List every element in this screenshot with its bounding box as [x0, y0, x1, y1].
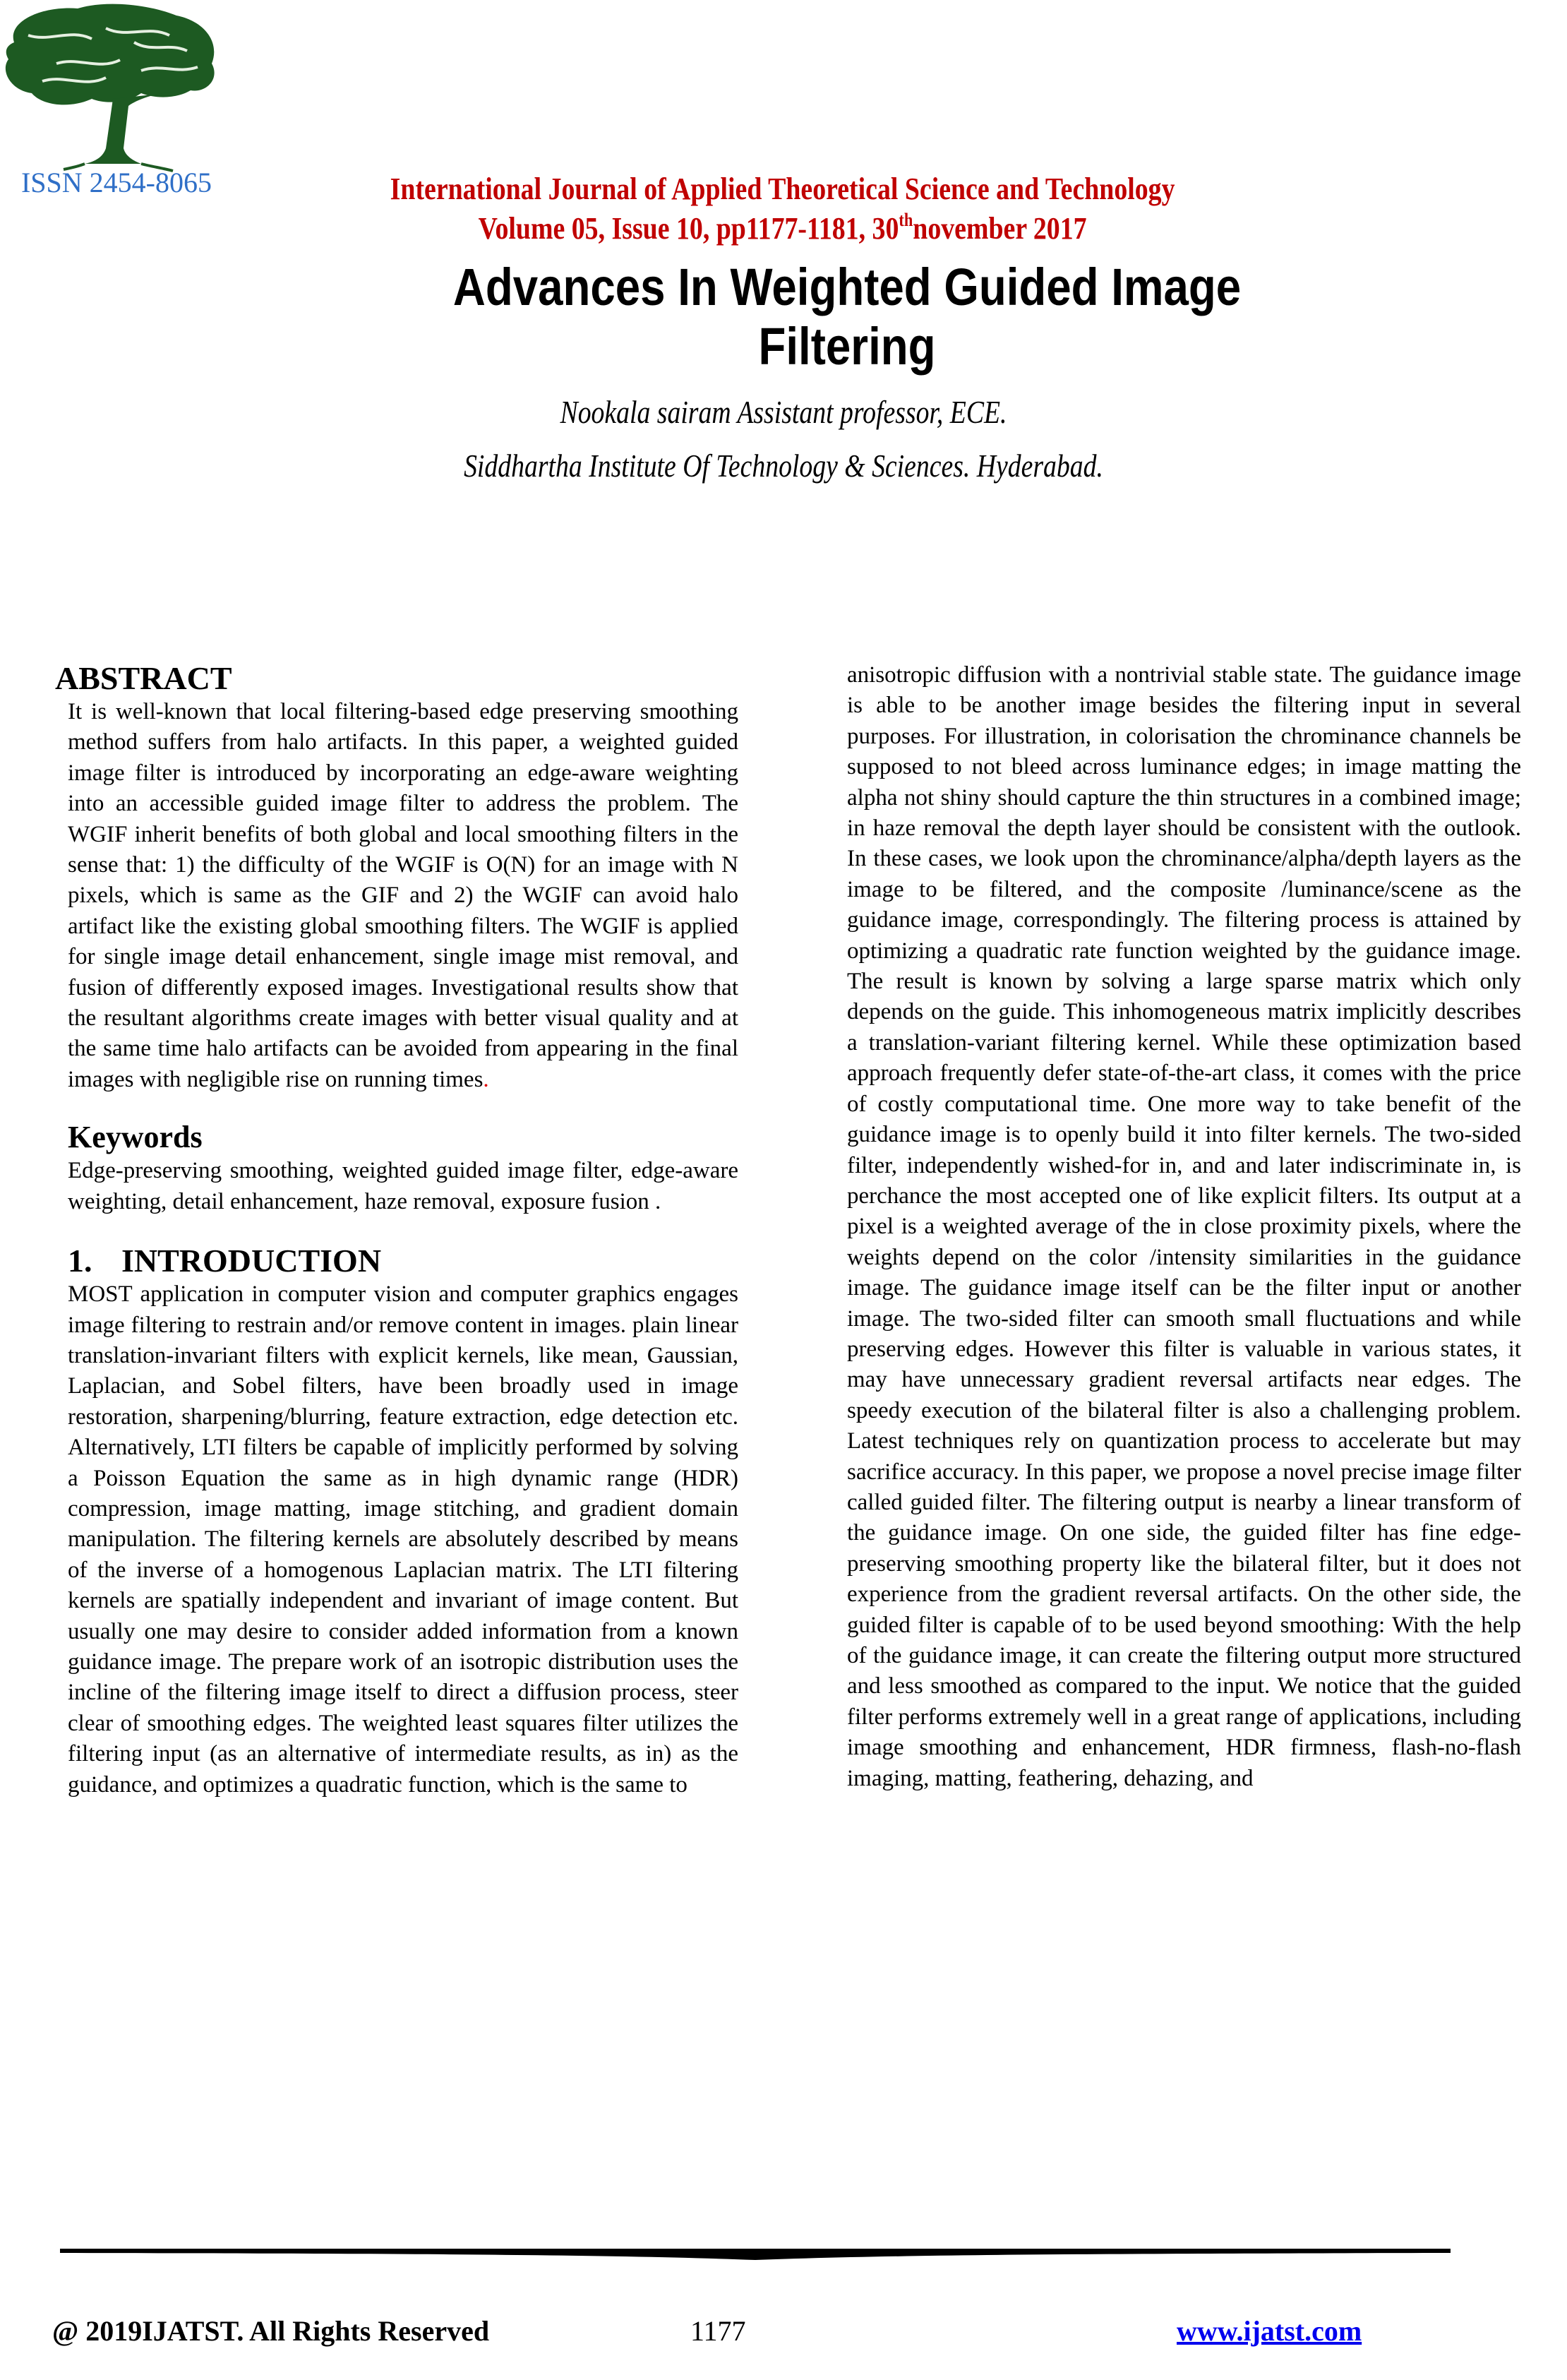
keywords-text: Edge-preserving smoothing, weighted guided image filter, edge-aware weighting, detail enhancement, haze removal, exposure fusion . [68, 1158, 738, 1214]
section-title: INTRODUCTION [121, 1243, 382, 1279]
right-column [847, 660, 1521, 1794]
abstract-text: It is well-known that local filtering-based edge preserving smoothing method suffers from halo artifacts. In this paper, a weighted guided image filter is introduced by incorporating an edge-aware weighting into an accessible guided image filter to address the problem. The WGIF inherit benefits of both global and local smoothing filters in the sense that: 1) the difficulty of the WGIF is O(N) for an image with N pixels, which is same as the GIF and 2) the WGIF can avoid halo artifact like the existing global smoothing filters. The WGIF is applied for single image detail enhancement, single image mist removal, and fusion of differently exposed images. Investigational results show that the resultant algorithms create images with better visual quality and at the same time halo artifacts can be avoided from appearing in the final images with negligible rise on running times [68, 699, 738, 1092]
website-link[interactable]: www.ijatst.com [1177, 2315, 1362, 2347]
page-number: 1177 [690, 2315, 746, 2347]
author-line: Nookala sairam Assistant professor, ECE. [560, 394, 1007, 430]
section-number: 1. [68, 1243, 92, 1279]
left-column [55, 660, 738, 1800]
abstract-end-mark: . [483, 1066, 489, 1092]
volume-prefix: Volume 05, Issue 10, pp1177-1181, 30 [478, 211, 899, 246]
issn-label: ISSN 2454-8065 [20, 167, 212, 198]
paper-title [361, 258, 1333, 376]
journal-header [109, 169, 1456, 249]
volume-month-year: november 2017 [913, 211, 1087, 246]
abstract-heading: ABSTRACT [55, 660, 232, 696]
introduction-heading [68, 1243, 738, 1279]
copyright-notice: @ 2019IJATST. All Rights Reserved [52, 2315, 490, 2347]
abstract-body [68, 697, 738, 1095]
journal-name: International Journal of Applied Theoretical Science and Technology [390, 172, 1175, 206]
volume-date-suffix: th [899, 210, 913, 230]
paper-title-line-2: Filtering [758, 317, 936, 376]
footer-divider [60, 2247, 1451, 2261]
journal-volume [109, 209, 1456, 249]
introduction-text-left: MOST application in computer vision and computer graphics engages image filtering to restrain and/or remove content in images. plain linear translation-invariant filters with explicit kernels, like mean, Gaussian, Laplacian, and Sobel filters, have been broadly used in image restoration, sharpening/blurring, feature extraction, edge detection etc. Alternatively, LTI filters be capable of implicitly performed by solving a Poisson Equation the same as in high dynamic range (HDR) compression, image matting, image stitching, and gradient domain manipulation. The filtering kernels are absolutely described by means of the inverse of a homogenous Laplacian matrix. The LTI filtering kernels are spatially independent and invariant of image content. But usually one may desire to consider added information from a known guidance image. The prepare work of an isotropic distribution uses the incline of the filtering image itself to direct a diffusion process, steer clear of smoothing edges. The weighted least squares filter utilizes the filtering input (as an alternative of intermediate results, as in) as the guidance, and optimizes a quadratic function, which is the same to [68, 1281, 738, 1798]
introduction-text-right: anisotropic diffusion with a nontrivial stable state. The guidance image is able to be another image besides the filtering input in several purposes. For illustration, in colorisation the chrominance channels be supposed to not bleed across luminance edges; in image matting the alpha not shiny should capture the thin structures in a combined image; in haze removal the depth layer should be consistent with the outlook. In these cases, we look upon the chrominance/alpha/depth layers as the image to be filtered, and the composite /luminance/scene as the guidance image, correspondingly. The filtering process is attained by optimizing a quadratic rate function weighted by the guidance image. The result is known by solving a large sparse matrix which only depends on the guide. This inhomogeneous matrix implicitly describes a translation-variant filtering kernel. While these optimization based approach frequently defer state-of-the-art class, it comes with the price of costly computational time. One more way to take benefit of the guidance image is to openly build it into filter kernels. The two-sided filter, independently wished-for in, and and later indiscriminate in, is perchance the most accepted one of like explicit filters. Its output at a pixel is a weighted average of the in close proximity pixels, where the weights depend on the color /intensity similarities in the guidance image. The guidance image itself can be the filter input or another image. The two-sided filter can smooth small fluctuations and while preserving edges. However this filter is valuable in various states, it may have unnecessary gradient reversal artifacts near edges. The speedy execution of the bilateral filter is also a challenging problem. Latest techniques rely on quantization process to accelerate but may sacrifice accuracy. In this paper, we propose a novel precise image filter called guided filter. The filtering output is nearby a linear transform of the guidance image. On one side, the guided filter has fine edge- preserving smoothing property like the bilateral filter, but it does not experience from the gradient reversal artifacts. On the other side, the guided filter is capable of to be used beyond smoothing: With the help of the guidance image, it can create the filtering output more structured and less smoothed as compared to the input. We notice that the guided filter performs extremely well in a great range of applications, including image smoothing and enhancement, HDR firmness, flash-no-flash imaging, matting, feathering, dehazing, and [847, 662, 1521, 1791]
paper-title-line-1: Advances In Weighted Guided Image [452, 258, 1242, 316]
keywords-heading: Keywords [68, 1120, 203, 1155]
affiliation-line: Siddhartha Institute Of Technology & Sciences. Hyderabad. [464, 448, 1103, 484]
